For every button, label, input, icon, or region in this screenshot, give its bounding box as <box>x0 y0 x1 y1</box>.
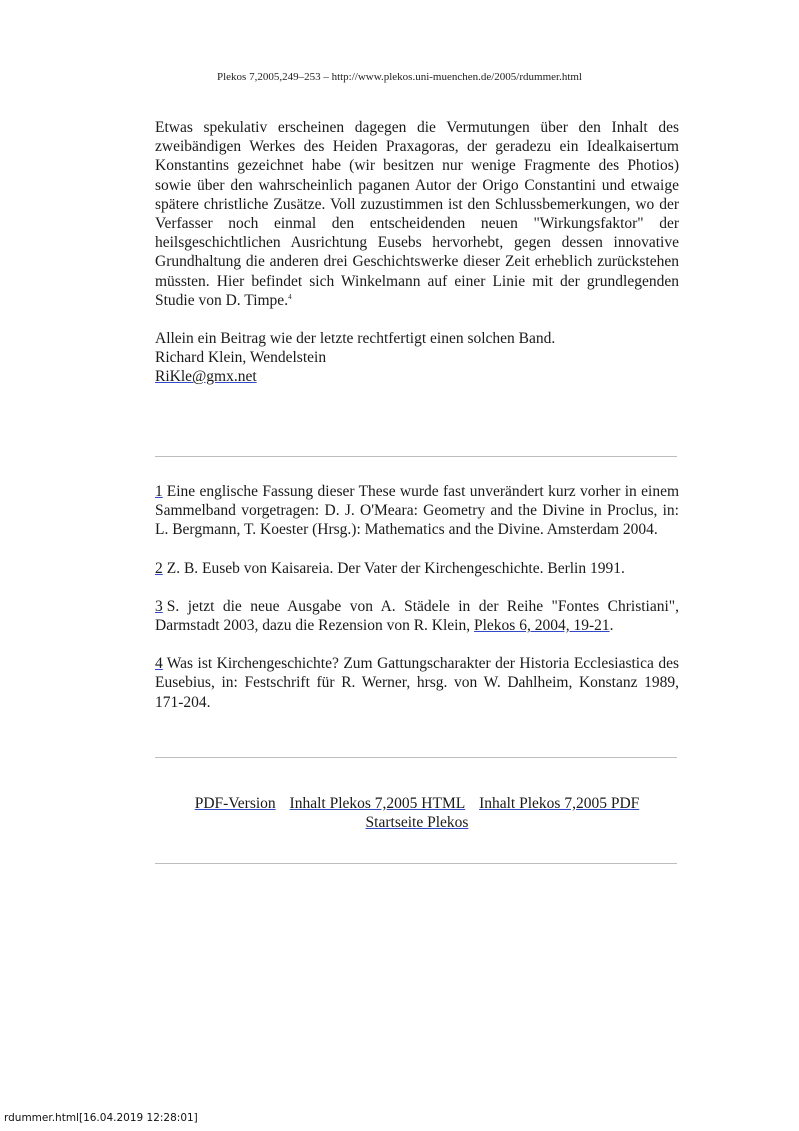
body-paragraph-text: Etwas spekulativ erscheinen dagegen die Vermutungen über den Inhalt des zweibändigen Werkes des Heiden Praxagoras, der geradezu ein Idealkaisertum Konstantins gezeichnet habe (wir besitzen nur wenige Fragmente des Photios) sowie über den wahrscheinlich paganen Autor der Origo Constantini und etwaige spätere christliche Zusätze. Voll zuzustimmen ist den Schlussbemerkungen, wo der Verfasser noch einmal den entscheidenden neuen "Wirkungsfaktor" der heilsgeschichtlichen Ausrichtung Eusebs hervorhebt, gegen dessen innovative Grundhaltung die anderen drei Geschichtswerke dieser Zeit erheblich zurückstehen müssten. Hier befindet sich Winkelmann auf einer Linie mit der grundlegenden Studie von D. Timpe. <box>155 119 679 309</box>
nav-row <box>155 813 679 832</box>
inhalt-html-link[interactable]: Inhalt Plekos 7,2005 HTML <box>289 795 466 812</box>
author-name: Richard Klein, Wendelstein <box>155 349 327 367</box>
review-body <box>155 118 679 387</box>
author-email-container <box>155 367 679 386</box>
divider <box>155 863 677 864</box>
footnote-ref-4[interactable]: 4 <box>288 292 292 301</box>
divider <box>155 456 677 457</box>
footnote-text-end: . <box>609 617 614 635</box>
footnote-number-link[interactable]: 2 <box>155 559 163 577</box>
page-footer-filename: rdummer.html[16.04.2019 12:28:01] <box>4 1112 198 1124</box>
footnote-text: Eine englische Fassung dieser These wurde fast unverändert kurz vorher in einem Sammelband vorgetragen: D. J. O'Meara: Geometry and the Divine in Proclus, in: L. Bergmann, T. Koester (Hrsg.): Mathematics and the Divine. Amsterdam 2004. <box>155 483 679 539</box>
body-paragraph <box>155 118 679 310</box>
nav-row <box>155 794 679 813</box>
footnote-number-link[interactable]: 4 <box>155 655 163 673</box>
inhalt-pdf-link[interactable]: Inhalt Plekos 7,2005 PDF <box>479 795 640 812</box>
body-paragraph: Allein ein Beitrag wie der letzte rechtfertigt einen solchen Band. <box>155 330 556 348</box>
plekos-review-link[interactable]: Plekos 6, 2004, 19-21 <box>473 617 610 635</box>
footnote-text: Z. B. Euseb von Kaisareia. Der Vater der Kirchengeschichte. Berlin 1991. <box>166 559 625 577</box>
footnote-number-link[interactable]: 1 <box>155 483 163 500</box>
footnote-4 <box>155 654 679 712</box>
pdf-version-link[interactable]: PDF-Version <box>194 795 276 812</box>
divider <box>155 757 677 758</box>
footnote-text: Was ist Kirchengeschichte? Zum Gattungscharakter der Historia Ecclesiastica des Eusebius, in: Festschrift für R. Werner, hrsg. von W. Dahlheim, Konstanz 1989, 171-204. <box>155 655 679 711</box>
bottom-navigation <box>155 794 679 832</box>
footnotes-section <box>155 482 679 731</box>
footnote-2 <box>155 559 679 578</box>
footnote-1 <box>155 482 679 540</box>
footnote-text: S. jetzt die neue Ausgabe von A. Städele in der Reihe "Fontes Christiani", Darmstadt 2003, dazu die Rezension von R. Klein, <box>155 597 679 635</box>
footnote-3 <box>155 597 679 635</box>
author-email-link[interactable]: RiKle@gmx.net <box>155 368 257 386</box>
footnote-number-link[interactable]: 3 <box>155 597 163 615</box>
startseite-link[interactable]: Startseite Plekos <box>365 814 469 832</box>
page-header-citation: Plekos 7,2005,249–253 – http://www.plekos.uni-muenchen.de/2005/rdummer.html <box>216 71 582 83</box>
